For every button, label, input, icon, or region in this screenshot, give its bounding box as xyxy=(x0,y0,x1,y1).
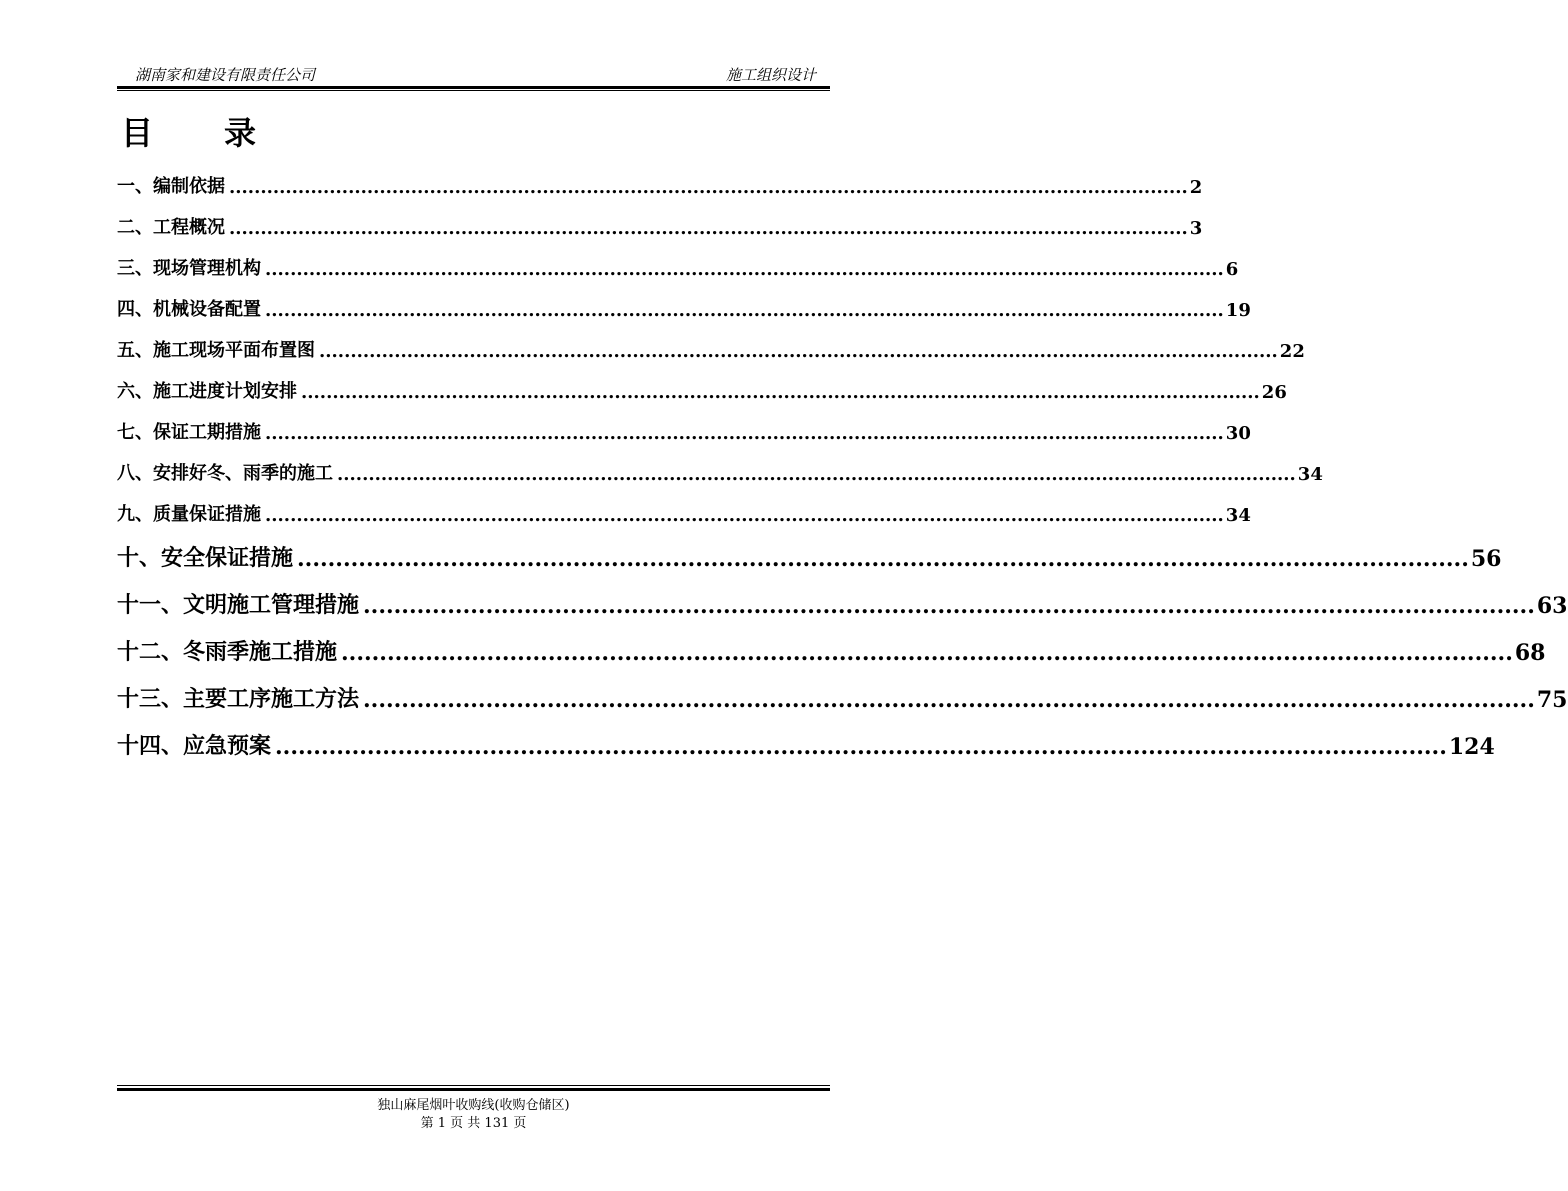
toc-entry[interactable] xyxy=(117,683,1568,713)
toc-entry[interactable] xyxy=(117,730,1495,760)
toc-entry[interactable] xyxy=(117,636,1546,666)
toc-leader: ......................................................................................................................................................... xyxy=(297,546,1469,572)
toc-leader: ......................................................................................................................................................... xyxy=(229,177,1188,198)
footer-rule xyxy=(117,1088,830,1091)
toc-entry-page: 124 xyxy=(1448,734,1495,760)
toc-entry[interactable] xyxy=(117,338,1305,362)
toc-entry-page: 68 xyxy=(1514,640,1546,666)
toc-entry-page: 22 xyxy=(1279,341,1305,362)
toc-entry-label: 三、现场管理机构 xyxy=(117,258,261,279)
toc-entry-page: 3 xyxy=(1189,218,1203,239)
toc-entry-label: 八、安排好冬、雨季的施工 xyxy=(117,463,333,484)
toc-leader: ......................................................................................................................................................... xyxy=(341,640,1513,666)
toc-leader: ......................................................................................................................................................... xyxy=(265,300,1224,321)
toc-entry[interactable] xyxy=(117,215,1203,239)
toc-leader: ......................................................................................................................................................... xyxy=(265,423,1224,444)
toc-entry-page: 26 xyxy=(1261,382,1287,403)
page-title xyxy=(121,108,257,154)
toc-entry[interactable] xyxy=(117,174,1203,198)
toc-leader: ......................................................................................................................................................... xyxy=(265,505,1224,526)
toc-entry-page: 2 xyxy=(1189,177,1203,198)
toc-entry-page: 19 xyxy=(1225,300,1251,321)
footer-page-info: 第 1 页 共 131 页 xyxy=(420,1116,527,1131)
toc-leader: ......................................................................................................................................................... xyxy=(301,382,1260,403)
toc-leader: ......................................................................................................................................................... xyxy=(319,341,1278,362)
toc-leader: ......................................................................................................................................................... xyxy=(363,687,1535,713)
toc-entry-label: 一、编制依据 xyxy=(117,176,225,197)
title-char-1: 目 xyxy=(121,114,154,152)
toc-entry[interactable] xyxy=(117,502,1251,526)
toc-entry[interactable] xyxy=(117,589,1568,619)
toc-entry-page: 34 xyxy=(1297,464,1323,485)
toc-leader: ......................................................................................................................................................... xyxy=(265,259,1224,280)
header-rule-thin xyxy=(117,90,830,91)
toc-entry[interactable] xyxy=(117,461,1323,485)
toc-entry-label: 七、保证工期措施 xyxy=(117,422,261,443)
toc-entry-page: 56 xyxy=(1470,546,1502,572)
toc-entry-page: 30 xyxy=(1225,423,1251,444)
title-char-2: 录 xyxy=(224,114,257,152)
toc-entry-label: 五、施工现场平面布置图 xyxy=(117,340,315,361)
toc-leader: ......................................................................................................................................................... xyxy=(229,218,1188,239)
toc-entry-label: 九、质量保证措施 xyxy=(117,504,261,525)
toc-entry-page: 63 xyxy=(1536,593,1568,619)
footer-rule-thin xyxy=(117,1085,830,1086)
toc-entry-label: 十二、冬雨季施工措施 xyxy=(117,639,338,665)
toc-entry-label: 十四、应急预案 xyxy=(117,733,272,759)
document-type: 施工组织设计 xyxy=(725,66,816,84)
toc-entry[interactable] xyxy=(117,420,1251,444)
footer-project: 独山麻尾烟叶收购线(收购仓储区) xyxy=(377,1098,570,1113)
toc-entry-page: 6 xyxy=(1225,259,1239,280)
toc-entry[interactable] xyxy=(117,297,1251,321)
toc-leader: ......................................................................................................................................................... xyxy=(363,593,1535,619)
toc-entry-label: 十、安全保证措施 xyxy=(117,545,294,571)
toc-leader: ......................................................................................................................................................... xyxy=(275,734,1447,760)
toc-entry-label: 十三、主要工序施工方法 xyxy=(117,686,360,712)
toc-leader: ......................................................................................................................................................... xyxy=(337,464,1296,485)
toc-entry-page: 75 xyxy=(1536,687,1568,713)
header-rule xyxy=(117,86,830,89)
toc-entry[interactable] xyxy=(117,542,1502,572)
toc-entry[interactable] xyxy=(117,256,1239,280)
toc-entry-page: 34 xyxy=(1225,505,1251,526)
toc-entry[interactable] xyxy=(117,379,1287,403)
toc-entry-label: 二、工程概况 xyxy=(117,217,225,238)
toc-entry-label: 六、施工进度计划安排 xyxy=(117,381,297,402)
company-name: 湖南家和建设有限责任公司 xyxy=(135,66,316,84)
toc-entry-label: 四、机械设备配置 xyxy=(117,299,261,320)
page-header xyxy=(117,62,830,86)
toc-entry-label: 十一、文明施工管理措施 xyxy=(117,592,360,618)
